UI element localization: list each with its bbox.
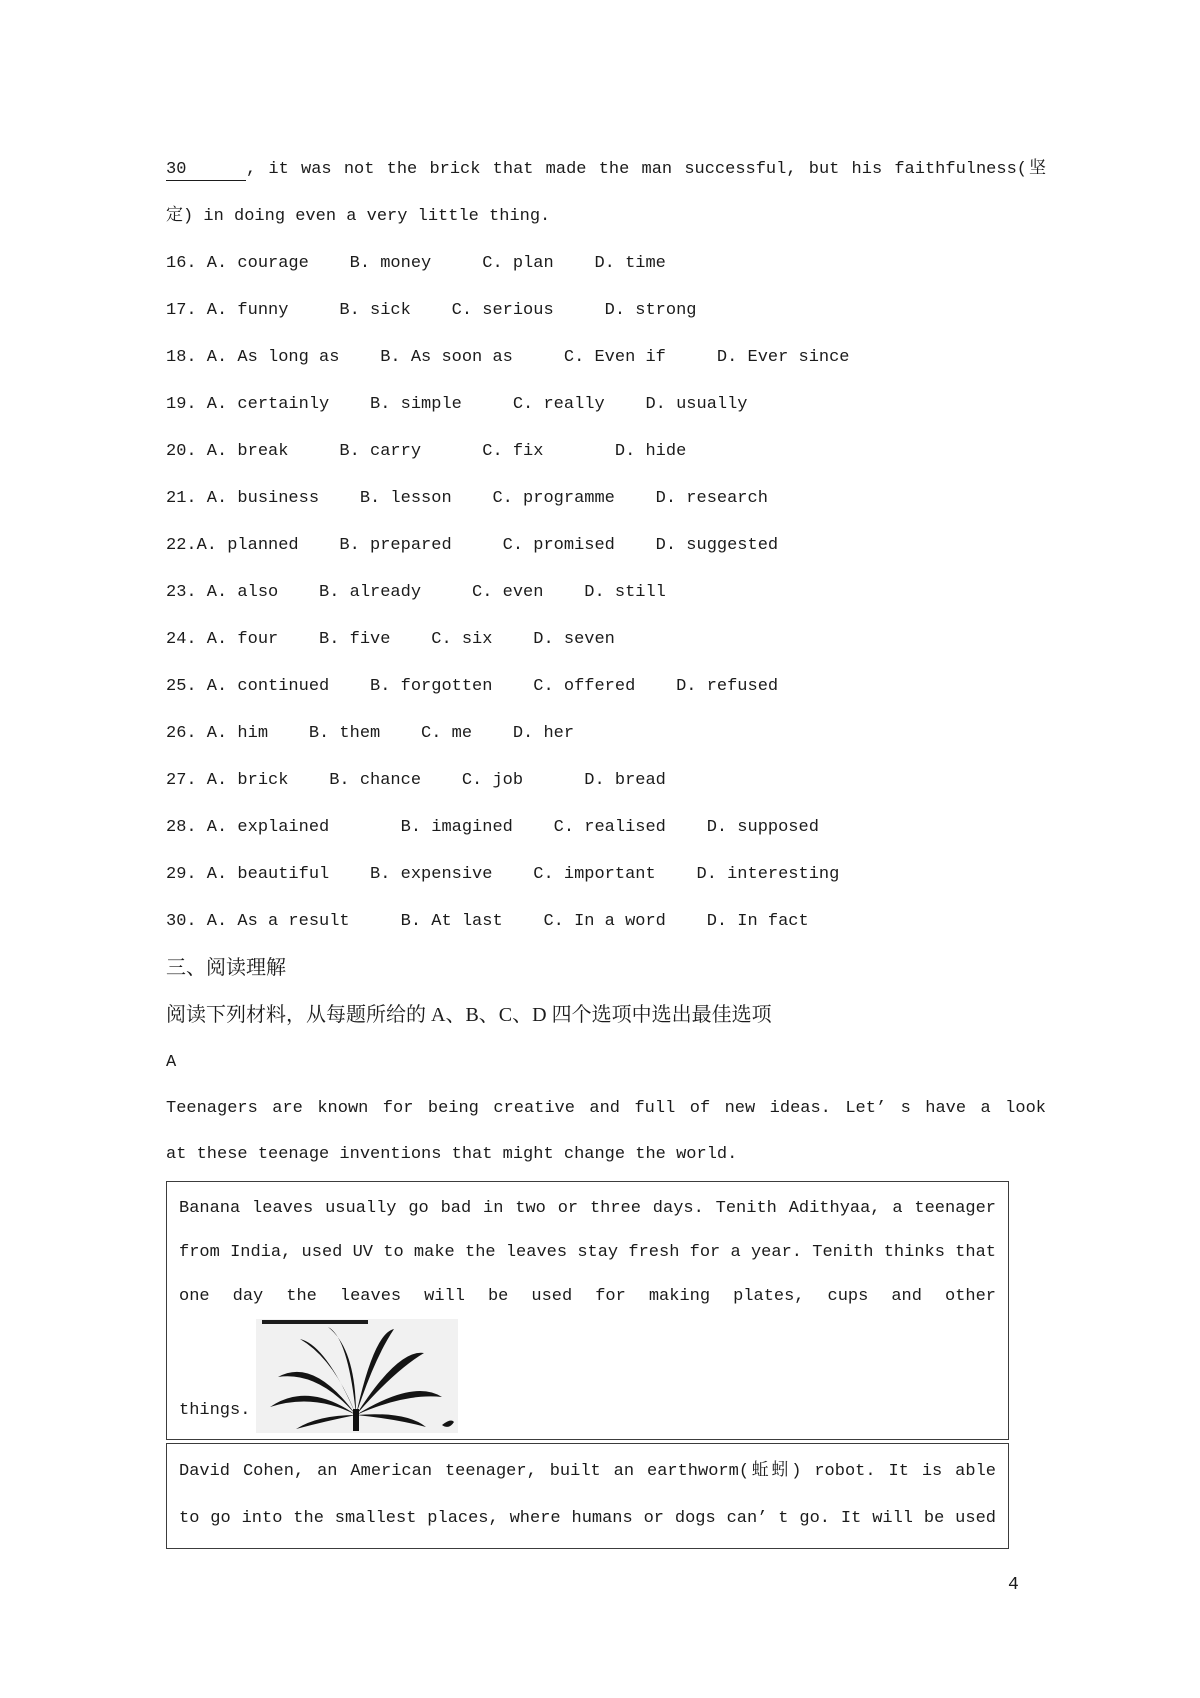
invention2-text-line2: to go into the smallest places, where humans or dogs can’ t go. It will be used xyxy=(179,1509,996,1528)
question-row-29: 29. A. beautiful B. expensive C. important D. interesting xyxy=(166,865,840,884)
question-row-28: 28. A. explained B. imagined C. realised D. supposed xyxy=(166,818,819,837)
section-heading-reading: 三、阅读理解 xyxy=(166,957,286,979)
question-row-21: 21. A. business B. lesson C. programme D. research xyxy=(166,489,768,508)
cloze-line1-text: , it was not the brick that made the man successful, but his faithfulness(坚 xyxy=(246,160,1046,179)
passage-intro-line2: at these teenage inventions that might change the world. xyxy=(166,1145,738,1164)
cloze-sentence-line2: 定) in doing even a very little thing. xyxy=(166,207,551,226)
invention1-image-row xyxy=(179,1319,996,1433)
question-row-25: 25. A. continued B. forgotten C. offered D. refused xyxy=(166,677,779,696)
cloze-sentence-line1 xyxy=(166,146,1046,193)
passage-label-a: A xyxy=(166,1053,177,1072)
question-row-17: 17. A. funny B. sick C. serious D. strong xyxy=(166,301,697,320)
question-row-30: 30. A. As a result B. At last C. In a word D. In fact xyxy=(166,912,809,931)
question-row-26: 26. A. him B. them C. me D. her xyxy=(166,724,575,743)
question-row-27: 27. A. brick B. chance C. job D. bread xyxy=(166,771,666,790)
invention1-text-line1: Banana leaves usually go bad in two or three days. Tenith Adithyaa, a teenager xyxy=(179,1199,996,1218)
invention1-text-line2: from India, used UV to make the leaves stay fresh for a year. Tenith thinks that xyxy=(179,1243,996,1262)
question-row-16: 16. A. courage B. money C. plan D. time xyxy=(166,254,666,273)
passage-intro-line1: Teenagers are known for being creative and full of new ideas. Let’ s have a look xyxy=(166,1099,1046,1118)
banana-plant-image xyxy=(256,1319,458,1433)
question-row-20: 20. A. break B. carry C. fix D. hide xyxy=(166,442,687,461)
page-content xyxy=(166,146,1046,1549)
invention-box-banana-leaves xyxy=(166,1181,1009,1440)
question-row-23: 23. A. also B. already C. even D. still xyxy=(166,583,666,602)
page-number: 4 xyxy=(1008,1575,1019,1595)
question-row-19: 19. A. certainly B. simple C. really D. usually xyxy=(166,395,748,414)
question-row-24: 24. A. four B. five C. six D. seven xyxy=(166,630,615,649)
question-row-22: 22.A. planned B. prepared C. promised D. suggested xyxy=(166,536,779,555)
invention1-text-tail: things. xyxy=(179,1401,251,1420)
invention2-text-line1: David Cohen, an American teenager, built an earthworm(蚯蚓) robot. It is able xyxy=(179,1462,996,1481)
invention1-text-line3: one day the leaves will be used for making plates, cups and other xyxy=(179,1287,996,1306)
invention-box-earthworm-robot xyxy=(166,1443,1009,1549)
question-row-18: 18. A. As long as B. As soon as C. Even if D. Ever since xyxy=(166,348,850,367)
cloze-blank-underline: 30 xyxy=(166,160,246,181)
reading-instruction: 阅读下列材料，从每题所给的 A、B、C、D 四个选项中选出最佳选项 xyxy=(166,1004,772,1026)
